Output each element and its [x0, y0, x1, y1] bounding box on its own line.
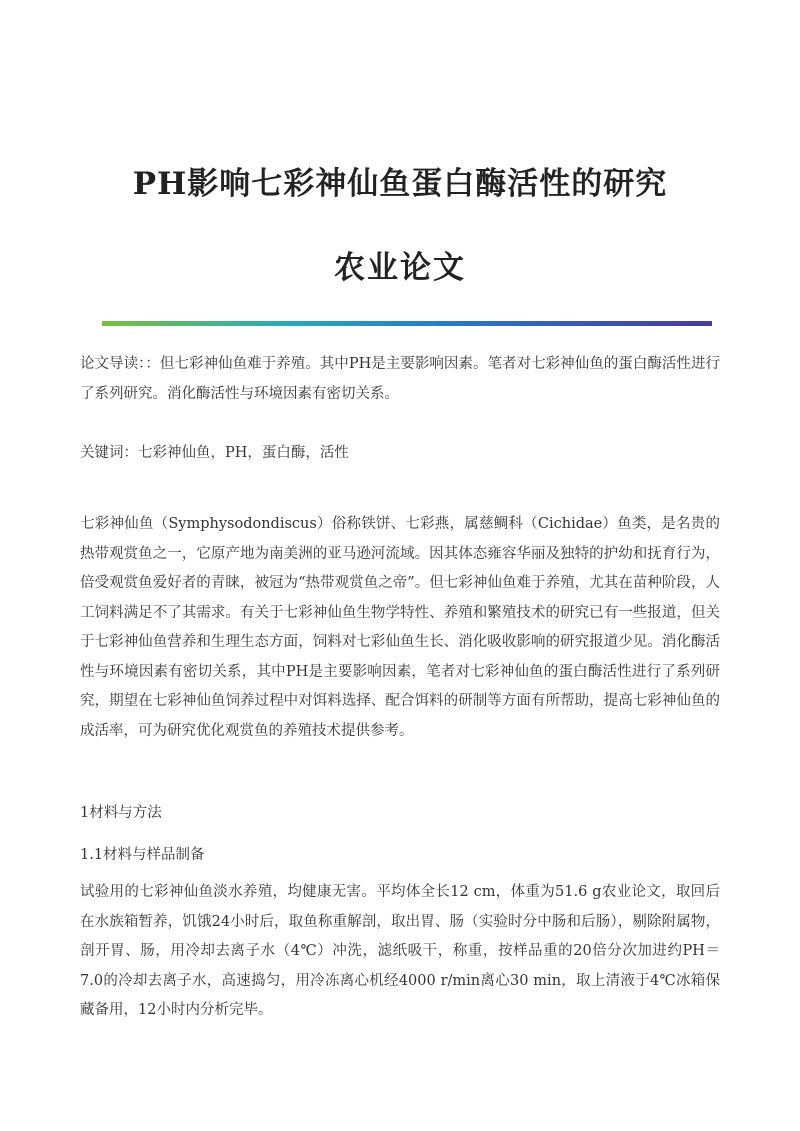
title-divider [102, 321, 712, 326]
subsection-heading: 1.1材料与样品制备 [80, 847, 205, 863]
document-title: PH影响七彩神仙鱼蛋白酶活性的研究 [132, 166, 668, 202]
body-paragraph-intro: 七彩神仙鱼（Symphysodondiscus）俗称铁饼、七彩燕，属慈鲷科（Cichidae）鱼类，是名贵的热带观赏鱼之一，它原产地为南美洲的亚马逊河流域。因其体态雍容华丽及独特的护幼和抚育行为，倍受观赏鱼爱好者的青睐，被冠为“热带观赏鱼之帝”。但七彩神仙鱼难于养殖，尤其在苗种阶段，人工饲料满足不了其需求。有关于七彩神仙鱼生物学特性、养殖和繁殖技术的研究已有一些报道，但关于七彩神仙鱼营养和生理生态方面，饲料对七彩仙鱼生长、消化吸收影响的研究报道少见。消化酶活性与环境因素有密切关系，其中PH是主要影响因素，笔者对七彩神仙鱼的蛋白酶活性进行了系列研究，期望在七彩神仙鱼饲养过程中对饵料选择、配合饵料的研制等方面有所帮助，提高七彩神仙鱼的成活率，可为研究优化观赏鱼的养殖技术提供参考。 [80, 516, 720, 739]
abstract: 论文导读：：但七彩神仙鱼难于养殖。其中PH是主要影响因素。笔者对七彩神仙鱼的蛋白酶活性进行了系列研究。消化酶活性与环境因素有密切关系。 [80, 356, 720, 402]
section-heading: 1材料与方法 [80, 805, 162, 821]
body-paragraph-materials: 试验用的七彩神仙鱼淡水养殖，均健康无害。平均体全长12 cm，体重为51.6 g农业论文，取回后在水族箱暂养，饥饿24小时后，取鱼称重解剖，取出胃、肠（实验时分中肠和后肠），剔除附属物，剖开胃、肠，用冷却去离子水（4℃）冲洗，滤纸吸干，称重，按样品重的20倍分次加进约PH＝7.0的冷却去离子水，高速捣匀，用冷冻离心机经4000 r/min离心30 min，取上清液于4℃冰箱保藏备用，12小时内分析完毕。 [80, 884, 720, 1018]
keywords: 关键词：七彩神仙鱼，PH，蛋白酶，活性 [80, 445, 349, 461]
document-subtitle: 农业论文 [334, 250, 466, 286]
